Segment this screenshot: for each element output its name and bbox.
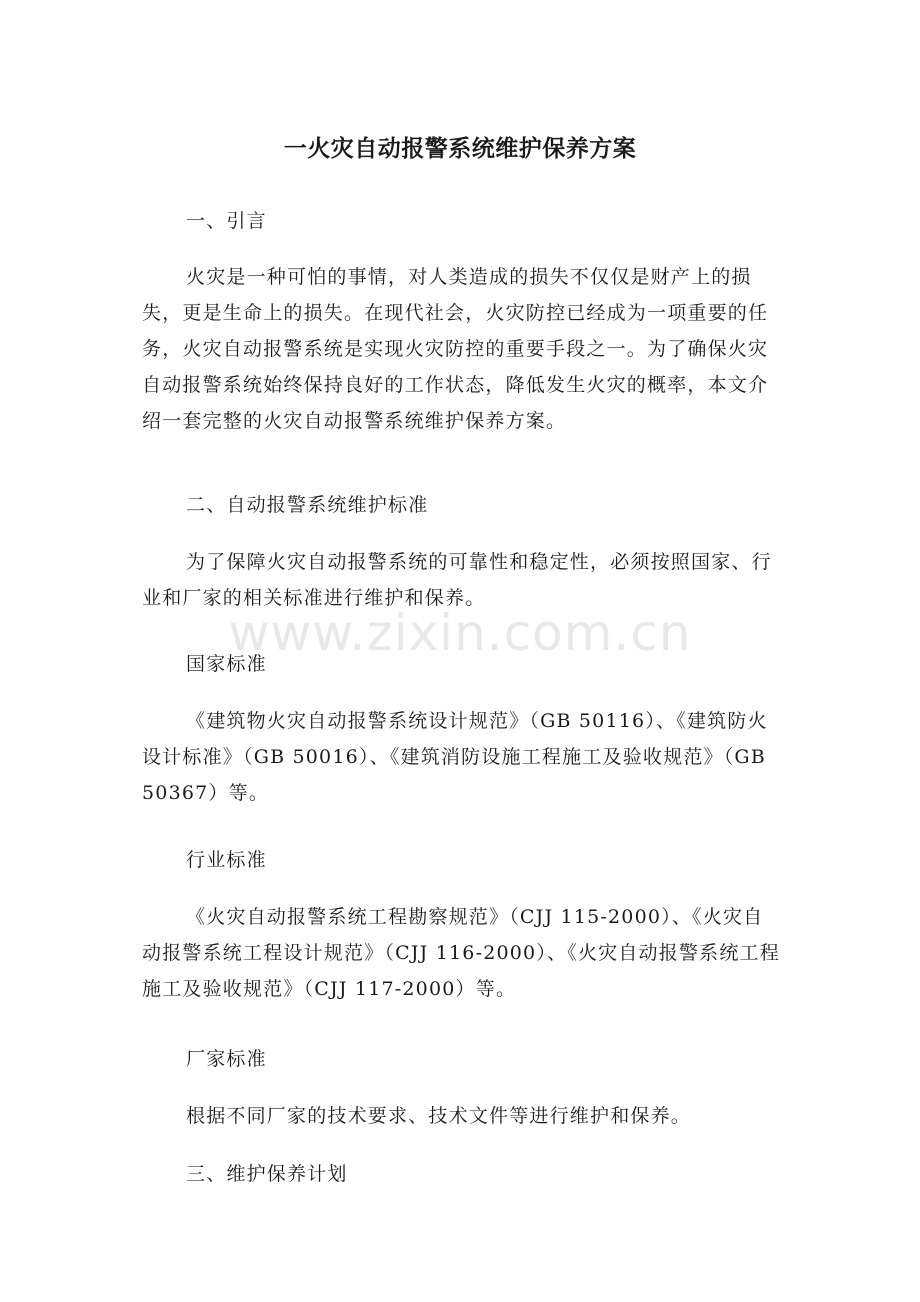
subheading-manufacturer: 厂家标准	[186, 1048, 267, 1070]
document-title: 一火灾自动报警系统维护保养方案	[283, 136, 637, 162]
paragraph-intro: 火灾是一种可怕的事情，对人类造成的损失不仅仅是财产上的损失，更是生命上的损失。在现代社会，火灾防控已经成为一项重要的任务，火灾自动报警系统是实现火灾防控的重要手段之一。为了确保火灾自动报警系统始终保持良好的工作状态，降低发生火灾的概率，本文介绍一套完整的火灾自动报警系统维护保养方案。	[142, 266, 769, 432]
section-heading-plan: 三、维护保养计划	[186, 1163, 348, 1185]
section-heading-standards: 二、自动报警系统维护标准	[186, 494, 429, 516]
paragraph-industry: 《火灾自动报警系统工程勘察规范》（CJJ 115-2000）、《火灾自动报警系统工程设计规范》（CJJ 116-2000）、《火灾自动报警系统工程施工及验收规范》（CJJ 117-2000）等。	[142, 906, 780, 1000]
section-heading-intro: 一、引言	[186, 210, 267, 232]
paragraph-national: 《建筑物火灾自动报警系统设计规范》（GB 50116）、《建筑防火设计标准》（GB 50016）、《建筑消防设施工程施工及验收规范》（GB 50367）等。	[142, 710, 768, 804]
subheading-industry: 行业标准	[186, 849, 267, 871]
subheading-national: 国家标准	[186, 653, 267, 675]
paragraph-standards: 为了保障火灾自动报警系统的可靠性和稳定性，必须按照国家、行业和厂家的相关标准进行维护和保养。	[142, 551, 772, 609]
paragraph-manufacturer: 根据不同厂家的技术要求、技术文件等进行维护和保养。	[186, 1105, 692, 1127]
watermark: www.zixin.com.cn	[228, 604, 692, 662]
